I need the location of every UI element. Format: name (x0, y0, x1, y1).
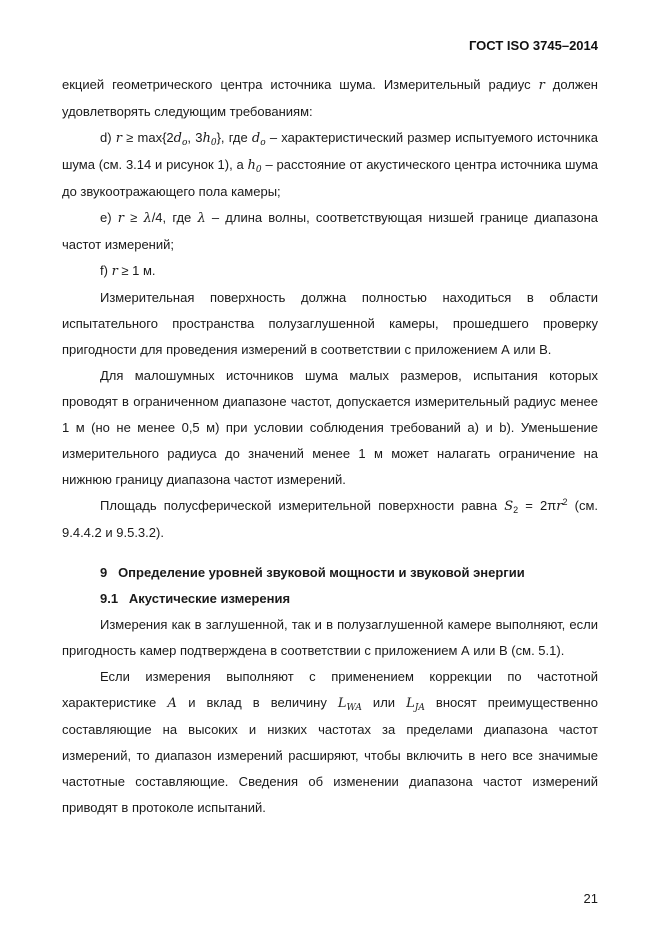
heading-section-9: 9 Определение уровней звуковой мощности и звуковой энергии (100, 565, 525, 580)
para-measurement-surface: Измерительная поверхность должна полностью находиться в области испытательного пространства полузаглушенной камеры, прошедшего проверку пригодности для проведения измерений в соответствии с приложением А или В. (62, 290, 598, 357)
para-measurements-chambers: Измерения как в заглушенной, так и в полузаглушенной камере выполняют, если пригодность камер подтверждена в соответствии с приложением А или В (см. 5.1). (62, 617, 598, 658)
para-low-noise-sources: Для малошумных источников шума малых размеров, испытания которых проводят в ограниченном диапазоне частот, допускается измерительный радиус менее 1 м (но не менее 0,5 м) при условии соблюдения требований a) и b). Уменьшение измерительного радиуса до значений менее 1 м может налагать ограничение на нижнюю границу диапазона частот измерений. (62, 368, 598, 487)
page-footer (62, 891, 598, 906)
heading-section-9-1: 9.1 Акустические измерения (100, 591, 291, 606)
para-item-e: e) r ≥ λ/4, где λ – длина волны, соответствующая низшей границе диапазона частот измерений; (62, 210, 599, 252)
standard-number: ГОСТ ISO 3745–2014 (468, 38, 598, 53)
document-body (62, 72, 598, 821)
para-frequency-correction: Если измерения выполняют с применением коррекции по частотной характеристике А и вклад в величину $L_{WA}$ или $L_{JA}$ вносят преимущественно составляющие на высоких и низких частотах за пределами диапазона частот измерений, то диапазон измерений расширяют, чтобы включить в него все значимые частотные составляющие. Сведения об изменении диапазона частот измерений приводят в протоколе испытаний. (62, 669, 598, 815)
para-item-f: f) r ≥ 1 м. (100, 263, 156, 279)
para-surface-area: Площадь полусферической измерительной поверхности равна $S_2 = 2\pi r^2$ (см. 9.4.4.2 и 9.5.3.2). (62, 497, 598, 540)
para-item-d: d) $r \ge \max\{2d_o$, $3h_0$}, где $d_o$ – характеристический размер испытуемого источника шума (см. 3.14 и рисунок 1), а $h_0$ – расстояние от акустического центра источника шума до звукоотражающего пола камеры; (62, 130, 599, 199)
para-continuation: екцией геометрического центра источника шума. Измерительный радиус r должен удовлетворять следующим требованиям: (62, 77, 598, 119)
document-header (62, 38, 598, 53)
page-number: 21 (583, 891, 598, 906)
